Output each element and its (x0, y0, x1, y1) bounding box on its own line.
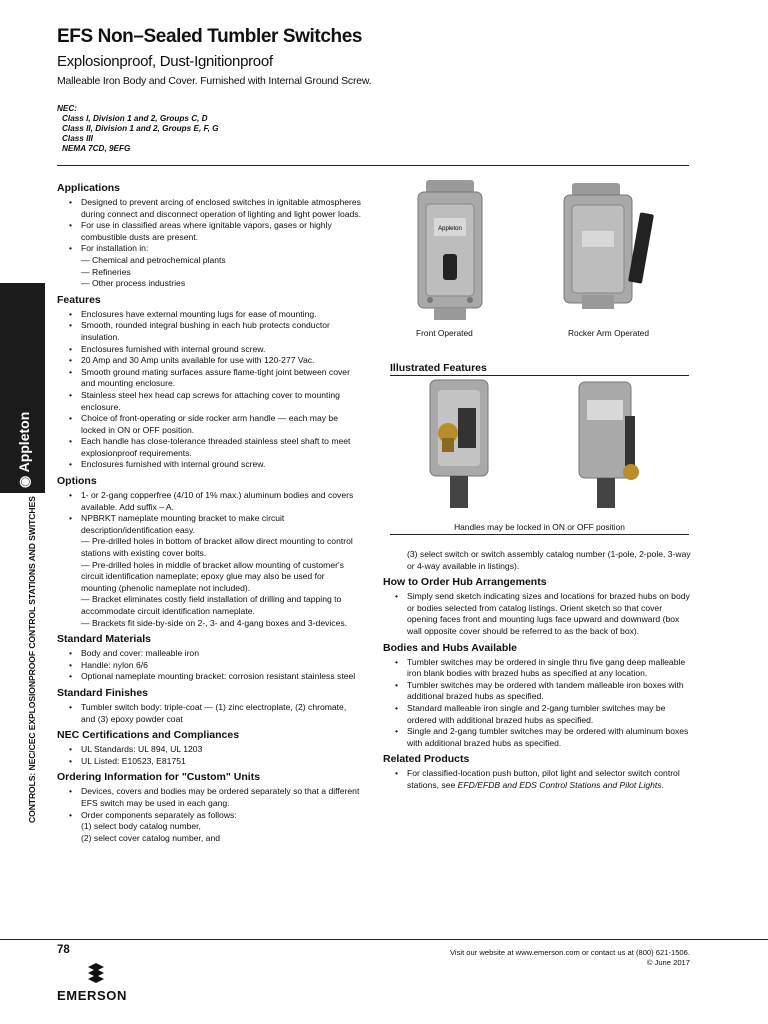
locked-front-photo (428, 378, 493, 508)
front-operated-photo (412, 180, 488, 320)
list-item: • Smooth, rounded integral bushing in each hub protects conductor insulation. (81, 320, 362, 343)
nameplate-text: Appleton (438, 226, 462, 232)
list-subitem: — Brackets fit side-by-side on 2-, 3- and 4-gang boxes and 3-devices. (81, 617, 348, 628)
lock-caption: Handles may be locked in ON or OFF position (454, 522, 625, 532)
list-item: • Smooth ground mating surfaces assure flame-tight joint between cover and mounting enclosure. (81, 367, 362, 390)
list-item: • Enclosures have external mounting lugs for ease of mounting. (81, 309, 362, 321)
contact-line: Visit our website at www.emerson.com or contact us at (800) 621-1506. (449, 948, 690, 957)
header-divider (57, 165, 689, 166)
list-item: • For classified-location push button, pilot light and selector switch control stations, see EFD/EFDB and EDS Control Stations and Pilot Lights. (407, 768, 693, 791)
category-label: CONTROLS: NEC/CEC EXPLOSIONPROOF CONTROL STATIONS AND SWITCHES (27, 496, 37, 823)
materials-list (57, 648, 362, 683)
related-products-link[interactable]: EFD/EFDB and EDS Control Stations and Pilot Lights (457, 779, 662, 790)
locked-rocker-photo (577, 380, 642, 508)
front-operated-caption: Front Operated (416, 328, 473, 338)
nec-line: Class I, Division 1 and 2, Groups C, D (62, 114, 208, 123)
page-title: EFS Non–Sealed Tumbler Switches (57, 26, 363, 47)
sidebar (0, 283, 45, 829)
list-item: • Enclosures furnished with internal ground screw. (81, 459, 362, 471)
list-item: • Optional nameplate mounting bracket: corrosion resistant stainless steel (81, 671, 362, 683)
nec-heading: NEC: (57, 104, 78, 113)
list-subitem: — Bracket eliminates costly field installation of drilling and tapping to accommodate circuit identification nameplate. (81, 594, 342, 616)
options-heading: Options (57, 475, 97, 488)
copyright-date: © June 2017 (646, 958, 690, 967)
illustrated-divider (390, 375, 689, 376)
list-item: • Single and 2-gang tumbler switches may be ordered with aluminum boxes with additional brazed hubs as specified. (407, 726, 693, 749)
footer-divider (0, 939, 768, 940)
certifications-list (57, 744, 362, 767)
list-item: • Handle: nylon 6/6 (81, 660, 362, 672)
features-heading: Features (57, 293, 101, 306)
appleton-logo: ◉ Appleton (16, 411, 32, 488)
illustrated-features-heading: Illustrated Features (390, 362, 487, 374)
list-item: • 20 Amp and 30 Amp units available for use with 120-277 Vac. (81, 355, 362, 367)
photos-divider (390, 534, 689, 535)
list-item: • Simply send sketch indicating sizes and locations for brazed hubs on body or bodies selected from catalog listings. Orient sketch so that cover opening faces front and mounting lugs face upward and downward (box wall opposite cover should be referred to as the back of box). (407, 591, 693, 637)
page-number: 78 (57, 944, 70, 956)
finishes-list (57, 702, 362, 725)
page-description: Malleable Iron Body and Cover. Furnished with Internal Ground Screw. (57, 75, 372, 87)
nec-ratings (57, 104, 219, 154)
ordering-continued (383, 549, 693, 572)
list-item: • Order components separately as follows: (81, 810, 362, 822)
list-item: • Body and cover: malleable iron (81, 648, 362, 660)
options-list (57, 490, 362, 629)
list-subitem: (1) select body catalog number, (81, 821, 201, 832)
rocker-arm-caption: Rocker Arm Operated (568, 328, 649, 338)
list-item: • Enclosures furnished with internal ground screw. (81, 344, 362, 356)
materials-heading: Standard Materials (57, 633, 151, 646)
page-subtitle: Explosionproof, Dust-Ignitionproof (57, 53, 273, 70)
applications-heading: Applications (57, 182, 121, 194)
related-products-heading: Related Products (383, 753, 470, 766)
list-item: • NPBRKT nameplate mounting bracket to make circuit description/identification easy. (81, 513, 362, 536)
list-item: • Each handle has close-tolerance threaded stainless steel shaft to meet explosionproof requirements. (81, 436, 362, 459)
list-subitem: — Pre-drilled holes in middle of bracket allow mounting of customer's circuit identification nameplate; epoxy glue may also be used for mounting (phenolic nameplate not included). (81, 559, 344, 593)
related-products-list (383, 768, 693, 791)
footer-contact (450, 948, 690, 968)
ordering-heading: Ordering Information for "Custom" Units (57, 771, 261, 784)
list-item: • Choice of front-operating or side rocker arm handle — each may be locked in ON or OFF position. (81, 413, 362, 436)
list-item: • Tumbler switches may be ordered with tandem malleable iron boxes with additional brazed hubs as specified. (407, 680, 693, 703)
nec-line: Class II, Division 1 and 2, Groups E, F, G (62, 124, 219, 133)
logo-mark-icon: ◉ (16, 475, 32, 488)
list-subitem: (3) select switch or switch assembly catalog number (1-pole, 2-pole, 3-way or 4-way available in listings). (407, 549, 691, 571)
ordering-list (57, 786, 362, 844)
list-item: • For installation in: (81, 243, 362, 255)
list-item: • Devices, covers and bodies may be ordered separately so that a different EFS switch may be used in each gang. (81, 786, 362, 809)
list-item: • UL Listed: E10523, E81751 (81, 756, 362, 768)
list-item: • 1- or 2-gang copperfree (4/10 of 1% max.) aluminum bodies and covers available. Add suffix – A. (81, 490, 362, 513)
list-subitem: — Refineries (81, 266, 131, 277)
emerson-logo-icon (86, 963, 106, 985)
list-subitem: — Other process industries (81, 278, 186, 289)
hub-arrangements-heading: How to Order Hub Arrangements (383, 576, 547, 589)
list-item: • Tumbler switches may be ordered in single thru five gang deep malleable iron blank bodies with brazed hubs as specified at any location. (407, 657, 693, 680)
list-subitem: — Chemical and petrochemical plants (81, 254, 226, 265)
features-list (57, 309, 362, 471)
finishes-heading: Standard Finishes (57, 686, 149, 699)
applications-list (57, 197, 362, 290)
hub-arrangements-list (383, 591, 693, 637)
right-column (383, 549, 693, 792)
list-item: • Tumbler switch body: triple-coat — (1) zinc electroplate, (2) chromate, and (3) epoxy powder coat (81, 702, 362, 725)
list-item: • Standard malleable iron single and 2-gang tumbler switches may be ordered with additional brazed hubs as specified. (407, 703, 693, 726)
rocker-arm-photo (562, 183, 660, 313)
bodies-hubs-heading: Bodies and Hubs Available (383, 641, 518, 654)
list-item: • Designed to prevent arcing of enclosed switches in ignitable atmospheres during connect and disconnect operation of lighting and light power loads. (81, 197, 362, 220)
brand-tab (0, 283, 45, 493)
list-subitem: — Pre-drilled holes in bottom of bracket allow direct mounting to control stations with existing cover bolts. (81, 536, 353, 559)
list-item: • Stainless steel hex head cap screws for attaching cover to mounting enclosure. (81, 390, 362, 413)
list-item: • For use in classified areas where ignitable vapors, gases or highly combustible dusts are present. (81, 220, 362, 243)
list-subitem: (2) select cover catalog number, and (81, 832, 221, 843)
bodies-hubs-list (383, 657, 693, 750)
nec-line: Class III (62, 134, 93, 143)
left-column (57, 178, 362, 844)
list-item: • UL Standards: UL 894, UL 1203 (81, 744, 362, 756)
certifications-heading: NEC Certifications and Compliances (57, 729, 240, 742)
emerson-wordmark: EMERSON (57, 988, 127, 1003)
nec-line: NEMA 7CD, 9EFG (62, 144, 131, 153)
